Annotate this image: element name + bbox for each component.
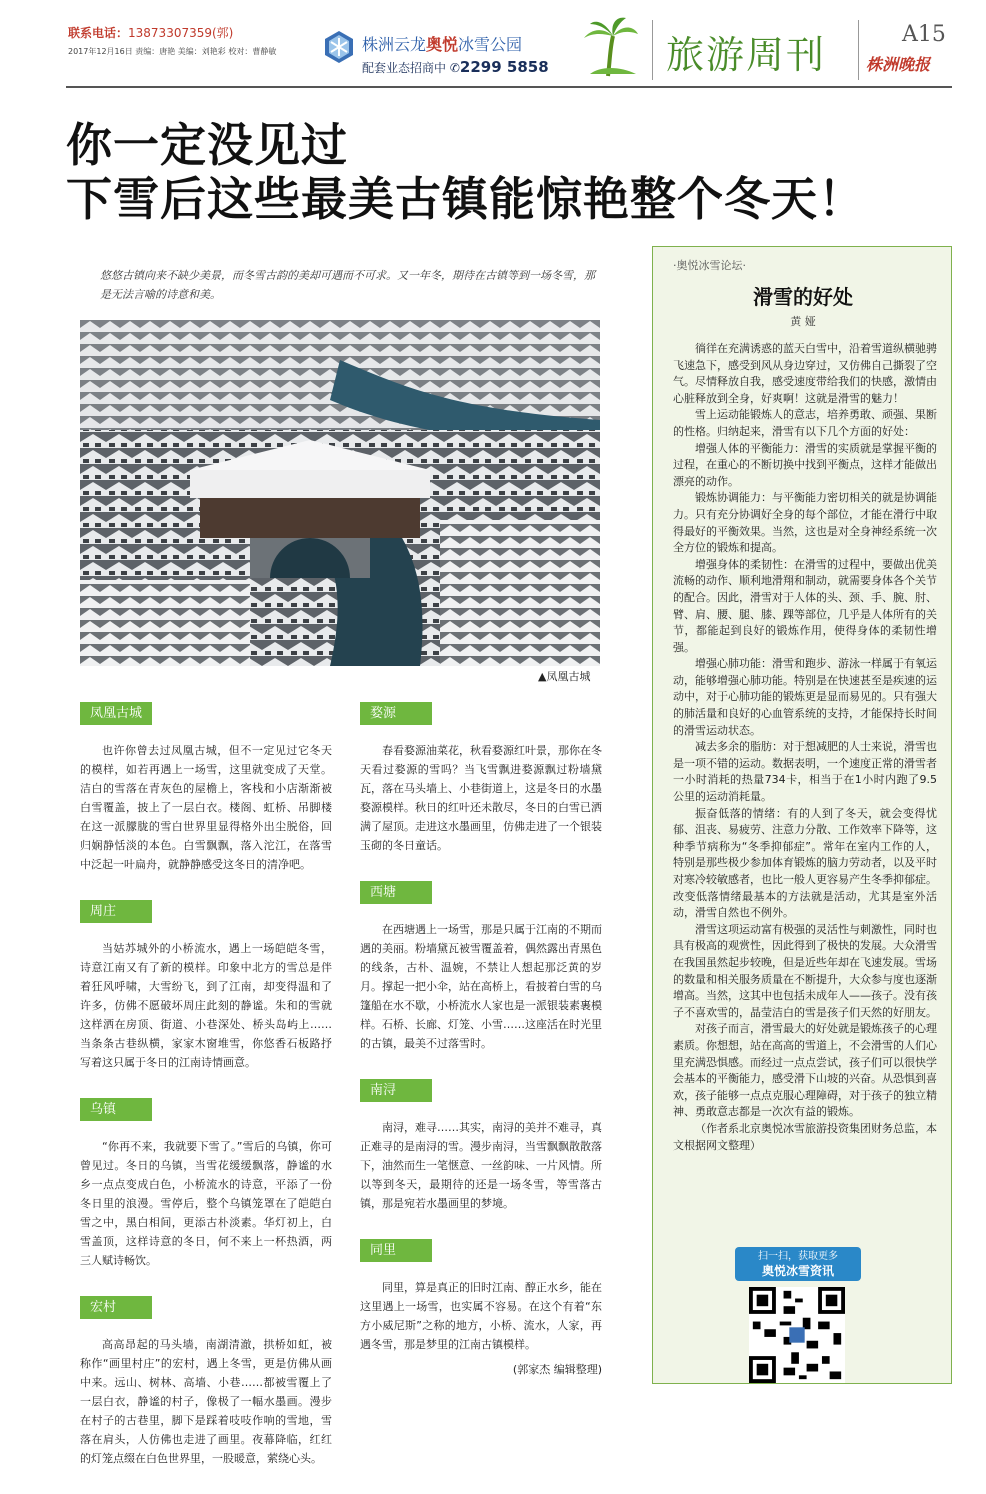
town-tag: 乌镇 [80, 1098, 152, 1121]
town-tag: 凤凰古城 [80, 702, 152, 725]
town-tag: 周庄 [80, 900, 152, 923]
town-text: 南浔，难寻……其实，南浔的美并不难寻，真正难寻的是南浔的雪。漫步南浔，当雪飘飘散散落下，油然而生一笔惬意、一丝韵味、一片风情。所以等到冬天，最期待的还是一场冬雪，等雪落古镇，那是宛若水墨画里的梦境。 [360, 1121, 602, 1210]
ad-title-suffix: 冰雪公园 [458, 35, 523, 54]
sidebar-paragraph: 滑雪这项运动富有极强的灵活性与刺激性，同时也具有极高的观赏性，因此得到了极快的发展。大众滑雪在我国虽然起步较晚，但是近些年却在飞速发展。雪场的数量和相关服务质量在不断提升，大众参与度也逐渐增高。当然，这其中也包括未成年人——孩子。没有孩子不喜欢雪的，晶莹洁白的雪是孩子们天然的好朋友。 [673, 922, 937, 1019]
article-column-left [80, 702, 332, 1494]
town-text: 春看婺源油菜花，秋看婺源红叶景，那你在冬天看过婺源的雪吗？当飞雪飘进婺源飘过粉墙黛瓦，落在马头墙上、小巷街道上，这是冬日的水墨婺源模样。秋日的红叶还未散尽，冬日的白雪已洒满了屋顶。走进这水墨画里，仿佛走进了一个银装玉砌的冬日童话。 [360, 744, 602, 852]
snowy-town-illustration [80, 320, 600, 666]
town-text: 当姑苏城外的小桥流水，遇上一场皑皑冬雪，诗意江南又有了新的模样。印象中北方的雪总是伴着狂风呼啸，大雪纷飞，到了江南，却变得温和了许多，仿佛不愿破坏周庄此刻的静谧。朱和的雪就这样洒在房顶、街道、小巷深处、桥头岛屿上……当条条古巷纵横，家家木窗堆雪，你悠香石板路抒写着这只属于冬日的江南诗情画意。 [80, 942, 332, 1069]
sidebar-paragraph: 增强人体的平衡能力：滑雪的实质就是掌握平衡的过程，在重心的不断切换中找到平衡点，这样才能做出漂亮的动作。 [673, 441, 937, 488]
sidebar-paragraph: 增强身体的柔韧性：在滑雪的过程中，要做出优美流畅的动作、顺利地滑翔和制动，就需要身体各个关节的配合。因此，滑雪对于人体的头、颈、手、腕、肘、臂、肩、腰、腿、膝、踝等部位，几乎是人体所有的关节，都能起到良好的锻炼作用，使得身体的柔韧性增强。 [673, 557, 937, 654]
headline-line-2: 下雪后这些最美古镇能惊艳整个冬天！ [66, 172, 865, 226]
ad-title [362, 32, 522, 55]
newspaper-name: 株洲晚报 [866, 55, 931, 74]
qr-code-icon[interactable] [749, 1287, 845, 1383]
contact-line [68, 24, 233, 41]
ad-title-brand: 奥悦 [426, 35, 459, 54]
town-text: 同里，算是真正的旧时江南、醇正水乡，能在这里遇上一场雪，也实属不容易。在这个有着“东方小威尼斯”之称的地方，小桥、流水，人家，再遇冬雪，那是梦里的江南古镇模样。 [360, 1281, 602, 1351]
sidebar-paragraph: 减去多余的脂肪：对于想减肥的人士来说，滑雪也是一项不错的运动。数据表明，一个速度正常的滑雪者一小时消耗的热量734卡，相当于在1小时内跑了9.5公里的运动消耗量。 [673, 740, 937, 804]
town-section [80, 1098, 332, 1270]
header-rule [66, 86, 952, 88]
town-tag: 同里 [360, 1239, 432, 1262]
town-section [360, 881, 602, 1053]
phone-icon: ✆ [449, 61, 460, 75]
town-section [360, 1239, 602, 1379]
section-title: 旅游周刊 [666, 33, 827, 77]
town-section [80, 1296, 332, 1468]
ad-contact [362, 58, 549, 76]
town-section [360, 702, 602, 855]
town-text: 在西塘遇上一场雪，那是只属于江南的不期而遇的美丽。粉墙黛瓦被雪覆盖着，偶然露出青黑色的线条，古朴、温婉，不禁让人想起那泛黄的岁月。撑起一把小伞，站在高桥上，看披着白雪的乌篷船在水不歇，小桥流水人家也是一派银装素裹模样。石桥、长廊、灯笼、小雪……这座活在时光里的古镇，最美不过落雪时。 [360, 923, 602, 1050]
contact-number: 13873307359(郭) [128, 26, 234, 40]
sidebar-paragraph: 对孩子而言，滑雪最大的好处就是锻炼孩子的心理素质。你想想，站在高高的雪道上，不会滑雪的人们心里充满恐惧感。而经过一点点尝试，孩子们可以很快学会基本的平衡能力，感受滑下山坡的兴奋。从恐惧到喜欢，孩子能够一点点克服心理障碍，对于孩子的独立精神、勇敢意志都是一次次有益的锻炼。 [673, 1022, 937, 1119]
town-tag: 南浔 [360, 1079, 432, 1102]
town-text: 也许你曾去过凤凰古城，但不一定见过它冬天的模样，如若再遇上一场雪，这里就变成了天堂。洁白的雪落在青灰色的屋檐上，客栈和小店渐渐被白雪覆盖，披上了一层白衣。楼阁、虹桥、吊脚楼在这一派朦胧的雪白世界里显得格外出尘脱俗，回归娴静恬淡的本色。白雪飘飘，落入沱江，在落雪中泛起一叶扁舟，就静静感受这冬日的清净吧。 [80, 744, 332, 871]
page-header [0, 0, 986, 95]
ski-sidebar [652, 246, 952, 1384]
dateline: 2017年12月16日 责编：唐艳 美编：刘艳彩 校对：曹静敏 [68, 47, 277, 56]
sidebar-body [673, 341, 937, 1154]
lead-paragraph: 悠悠古镇向来不缺少美景，而冬雪古韵的美却可遇而不可求。又一年冬，期待在古镇等到一场冬雪，那是无法言喻的诗意和美。 [100, 269, 595, 301]
sidebar-author: 黄 娅 [790, 315, 816, 328]
town-tag: 宏村 [80, 1296, 152, 1319]
header-divider [858, 20, 859, 80]
town-text: 高高昂起的马头墙，南湖清澈，拱桥如虹，被称作“画里村庄”的宏村，遇上冬雪，更是仿佛从画中来。远山、树林、高墙、小巷……都被雪覆上了一层白衣，静谧的村子，像极了一幅水墨画。漫步在村子的古巷里，脚下是踩着吱吱作响的雪地，雪落在肩头，人仿佛也走进了画里。夜幕降临，红红的灯笼点缀在白色世界里，一股暖意，萦绕心头。 [80, 1338, 332, 1465]
town-tag: 婺源 [360, 702, 432, 725]
town-section [80, 702, 332, 874]
town-section [360, 1079, 602, 1213]
article-column-right [360, 702, 602, 1405]
sidebar-paragraph: 雪上运动能锻炼人的意志，培养勇敢、顽强、果断的性格。归纳起来，滑雪有以下几个方面的好处： [673, 408, 937, 438]
ad-phone: 2299 5858 [459, 58, 549, 76]
sidebar-title: 滑雪的好处 [753, 285, 853, 309]
palm-tree-icon [580, 14, 640, 80]
ad-banner [322, 26, 572, 78]
town-section [80, 900, 332, 1072]
photo-caption: ▲凤凰古城 [538, 670, 591, 683]
page-number: A15 [902, 22, 946, 47]
sidebar-credit: （作者系北京奥悦冰雪旅游投资集团财务总监，本文根据网文整理） [673, 1121, 937, 1152]
qr-banner [735, 1247, 861, 1281]
ad-title-prefix: 株洲云龙 [362, 35, 427, 54]
town-tag: 西塘 [360, 881, 432, 904]
sidebar-paragraph: 徜徉在充满诱惑的蓝天白雪中，沿着雪道纵横驰骋飞速急下，感受到风从身边穿过，又仿佛自己撕裂了空气。尽情释放自我，感受速度带给我们的快感，激情由心脏释放到全身，好爽啊！这就是滑雪的魅力！ [673, 342, 937, 405]
qr-promo [735, 1247, 869, 1377]
header-divider [652, 20, 653, 80]
sidebar-kicker: ·奥悦冰雪论坛· [673, 259, 746, 272]
ad-contact-label: 配套业态招商中 [362, 61, 447, 75]
park-logo-icon [322, 30, 356, 64]
sidebar-paragraph: 振奋低落的情绪：有的人到了冬天，就会变得忧郁、沮丧、易疲劳、注意力分散、工作效率下降等，这种季节病称为“冬季抑郁症”。常年在室内工作的人，特别是那些极少参加体育锻炼的脑力劳动者，以及平时对寒冷较敏感者，也比一般人更容易产生冬季抑郁症。改变低落情绪最基本的方法就是活动，尤其是室外活动，滑雪自然也不例外。 [673, 806, 937, 920]
qr-banner-line2: 奥悦冰雪资讯 [761, 1264, 834, 1278]
sidebar-paragraph: 增强心肺功能：滑雪和跑步、游泳一样属于有氧运动，能够增强心肺功能。特别是在快速甚至是疾速的运动中，对于心肺功能的锻炼更是显而易见的。只有强大的肺活量和良好的心血管系统的支持，才能保持长时间的滑雪运动状态。 [673, 657, 937, 737]
qr-banner-line1: 扫一扫，获取更多 [758, 1251, 838, 1262]
fenghuang-photo [80, 320, 600, 666]
contact-label: 联系电话： [68, 26, 129, 40]
sidebar-paragraph: 锻炼协调能力：与平衡能力密切相关的就是协调能力。只有充分协调好全身的每个部位，才能在滑行中取得最好的平衡效果。当然，这也是对全身神经系统一次全方位的锻炼和提高。 [673, 491, 937, 555]
headline-line-1: 你一定没见过 [66, 118, 348, 172]
town-text: “你再不来，我就要下雪了。”雪后的乌镇，你可曾见过。冬日的乌镇，当雪花缓缓飘落，静谧的水乡一点点变成白色，小桥流水的诗意，平添了一份冬日里的浪漫。雪停后，整个乌镇笼罩在了皑皑白雪之中，黑白相间，更添古朴淡素。华灯初上，白雪盖顶，这样诗意的冬日，何不来上一杯热酒，两三人赋诗畅饮。 [80, 1140, 332, 1267]
editor-note: (郭家杰 编辑整理) [512, 1363, 602, 1376]
